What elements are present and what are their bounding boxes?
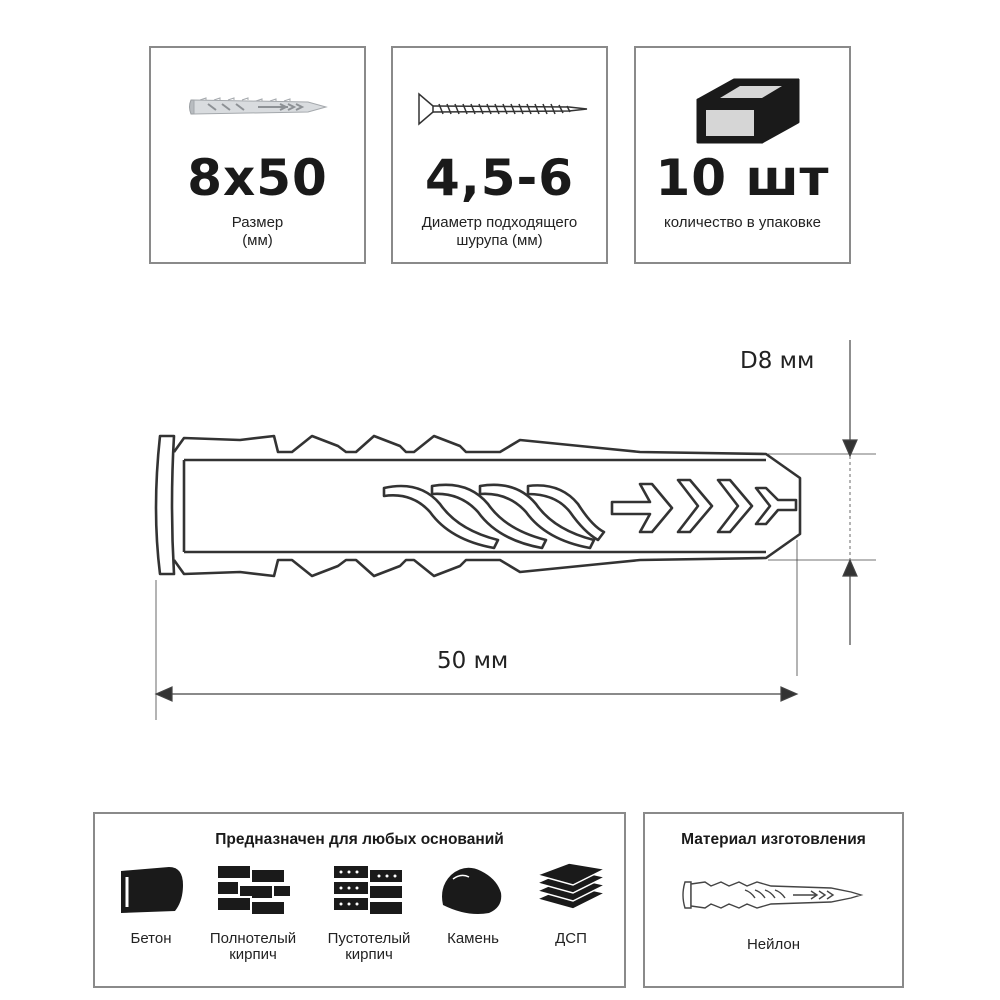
base-label — [311, 931, 427, 963]
material-title: Материал изготовления — [681, 831, 866, 848]
box-icon — [636, 66, 849, 158]
length-label: 50 мм — [437, 648, 509, 674]
anchor-slot — [528, 485, 604, 540]
base-label-line2: кирпич — [229, 946, 277, 963]
size-value: 8x50 — [187, 149, 328, 207]
base-item-solid-brick — [205, 859, 301, 963]
anchor-tip-slot — [756, 488, 796, 524]
base-label-line2: кирпич — [345, 946, 393, 963]
diameter-label: D8 мм — [740, 348, 815, 374]
material-label: Нейлон — [746, 936, 801, 953]
base-label-line1: Полнотелый — [209, 930, 297, 947]
screw-icon — [393, 66, 606, 158]
quantity-caption-line1: количество в упаковке — [664, 214, 821, 231]
stone-icon — [431, 859, 515, 921]
size-caption-line1: Размер — [231, 214, 284, 231]
anchor-arrow-slot — [612, 484, 672, 532]
screw-caption-line1: Диаметр подходящего — [421, 214, 578, 231]
anchor-icon — [151, 66, 364, 158]
anchor-body — [174, 436, 800, 576]
base-item-hollow-brick — [321, 859, 417, 963]
base-label-line1: Камень — [447, 930, 499, 947]
screw-caption — [393, 214, 606, 250]
base-label — [195, 931, 311, 963]
quantity-value: 10 шт — [655, 149, 830, 207]
size-caption — [151, 214, 364, 250]
anchor-arrow-slot — [678, 480, 712, 532]
chipboard-icon — [529, 859, 613, 921]
base-label-line1: Пустотелый — [327, 930, 411, 947]
size-card — [149, 46, 366, 264]
quantity-card — [634, 46, 851, 264]
nylon-anchor-icon — [681, 870, 871, 920]
size-caption-line2: (мм) — [242, 232, 273, 249]
base-item-chipboard — [523, 859, 619, 947]
base-item-concrete — [103, 859, 199, 947]
bases-card — [93, 812, 626, 988]
base-item-stone — [425, 859, 521, 947]
anchor-collar — [156, 436, 174, 574]
anchor-drawing — [0, 300, 1000, 740]
base-label-line1: ДСП — [555, 930, 587, 947]
anchor-arrow-slot — [718, 480, 752, 532]
solid-brick-icon — [211, 859, 295, 921]
material-card — [643, 812, 904, 988]
base-label — [513, 931, 629, 947]
concrete-icon — [111, 859, 191, 921]
base-label-line1: Бетон — [130, 930, 172, 947]
quantity-caption — [636, 214, 849, 232]
bases-title: Предназначен для любых оснований — [215, 831, 504, 848]
screw-caption-line2: шурупа (мм) — [456, 232, 543, 249]
screw-diameter-value: 4,5-6 — [424, 149, 575, 207]
screw-card — [391, 46, 608, 264]
base-label — [93, 931, 209, 947]
hollow-brick-icon — [327, 859, 411, 921]
